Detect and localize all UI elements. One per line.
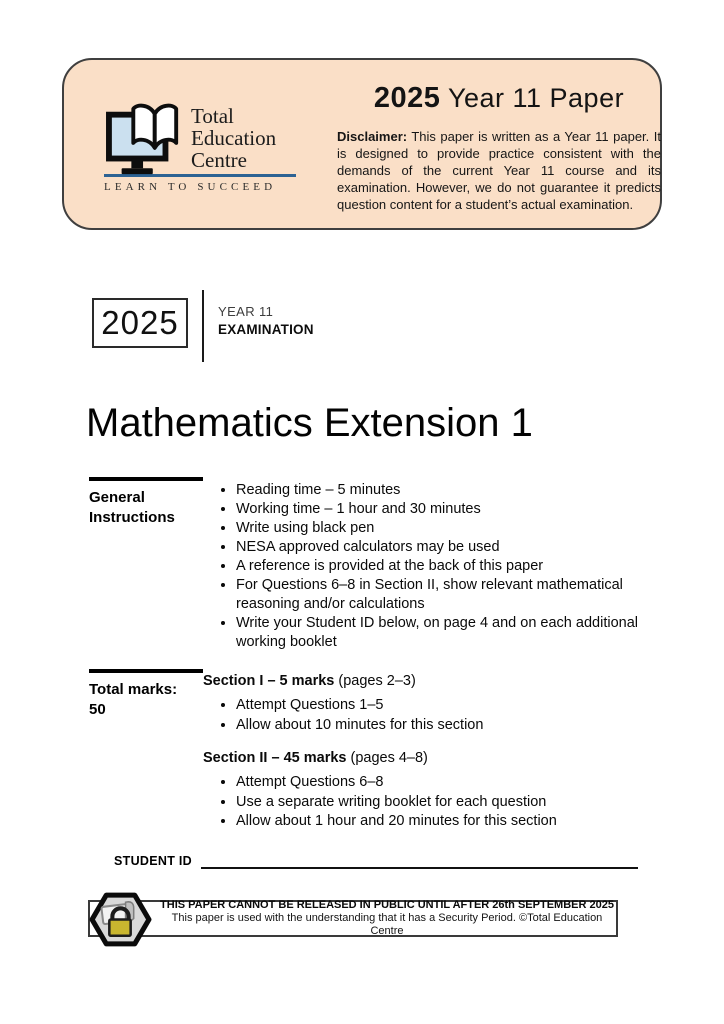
logo-tagline: LEARN TO SUCCEED (104, 181, 277, 193)
section-2-title: Section II – 45 marks (203, 750, 347, 766)
section-1-title: Section I – 5 marks (203, 673, 335, 689)
padlock-body (109, 920, 130, 936)
section-2 (203, 750, 643, 832)
page-title: Mathematics Extension 1 (86, 401, 533, 445)
logo-name (191, 105, 276, 171)
section-item: • Attempt Questions 1–5 (236, 696, 643, 716)
student-id-blank-line (201, 853, 638, 869)
exam-banner (92, 290, 372, 362)
disclaimer-label: Disclaimer: (337, 129, 408, 144)
disclaimer-text: This paper is written as a Year 11 paper. It is designed to provide practice consistent with the demands of the current Year 11 course and its examination. However, we do not guarantee it predicts question content for a student’s actual examination. (337, 129, 661, 212)
section-item: • Attempt Questions 6–8 (236, 773, 643, 793)
section-item: • Allow about 10 minutes for this section (236, 716, 643, 736)
instructions-list (219, 481, 639, 652)
monitor-book-icon (104, 102, 186, 178)
security-line-2: This paper is used with the understanding that it has a Security Period. ©Total Education Centre (171, 912, 603, 937)
section-item: • Allow about 1 hour and 20 minutes for this section (236, 812, 643, 832)
instruction-item: • Write your Student ID below, on page 4 and on each additional working booklet (236, 614, 639, 652)
header-banner (62, 58, 662, 230)
header-right (337, 82, 661, 213)
logo-name-line: Education (191, 126, 277, 150)
logo (104, 102, 300, 193)
security-lock-icon (89, 888, 152, 951)
banner-divider (202, 290, 204, 362)
section-item: • Use a separate writing booklet for each question (236, 793, 643, 813)
instruction-item: • Reading time – 5 minutes (236, 481, 639, 500)
banner-year-level: YEAR 11 (218, 304, 274, 319)
total-marks-label (89, 669, 203, 720)
open-book (133, 106, 176, 148)
total-marks-value: 50 (89, 701, 106, 718)
general-instructions-label: General Instructions (89, 477, 203, 528)
monitor-stand (131, 159, 143, 169)
section-1-list (219, 696, 643, 735)
general-instructions (219, 481, 639, 652)
instruction-item: • For Questions 6–8 in Section II, show relevant mathematical reasoning and/or calculations (236, 576, 639, 614)
security-line-1: THIS PAPER CANNOT BE RELEASED IN PUBLIC UNTIL AFTER 26th SEPTEMBER 2025 (160, 899, 614, 911)
section-2-pages: (pages 4–8) (350, 750, 428, 766)
section-1 (203, 673, 643, 735)
student-id-label: STUDENT ID (114, 854, 192, 868)
year-box: 2025 (92, 298, 188, 348)
paper-title-year: 2025 (373, 82, 441, 114)
logo-name-line: Centre (191, 148, 247, 172)
paper-title-rest: Year 11 Paper (447, 83, 625, 113)
section-1-pages: (pages 2–3) (338, 673, 416, 689)
section-2-list (219, 773, 643, 832)
banner-exam-label: EXAMINATION (218, 322, 314, 337)
marks-sections (203, 673, 643, 832)
instruction-item: • Working time – 1 hour and 30 minutes (236, 500, 639, 519)
section-2-heading (203, 750, 643, 766)
instruction-item: • NESA approved calculators may be used (236, 538, 639, 557)
total-marks-text: Total marks: (89, 681, 178, 698)
logo-row (104, 102, 300, 178)
instruction-item: • A reference is provided at the back of this paper (236, 557, 639, 576)
banner-text (218, 304, 314, 337)
instruction-item: • Write using black pen (236, 519, 639, 538)
logo-name-line: Total (191, 104, 234, 128)
security-notice (88, 900, 618, 937)
student-id-row (114, 853, 638, 869)
paper-title (337, 82, 661, 115)
monitor-base (122, 168, 153, 174)
section-1-heading (203, 673, 643, 689)
disclaimer (337, 128, 661, 213)
